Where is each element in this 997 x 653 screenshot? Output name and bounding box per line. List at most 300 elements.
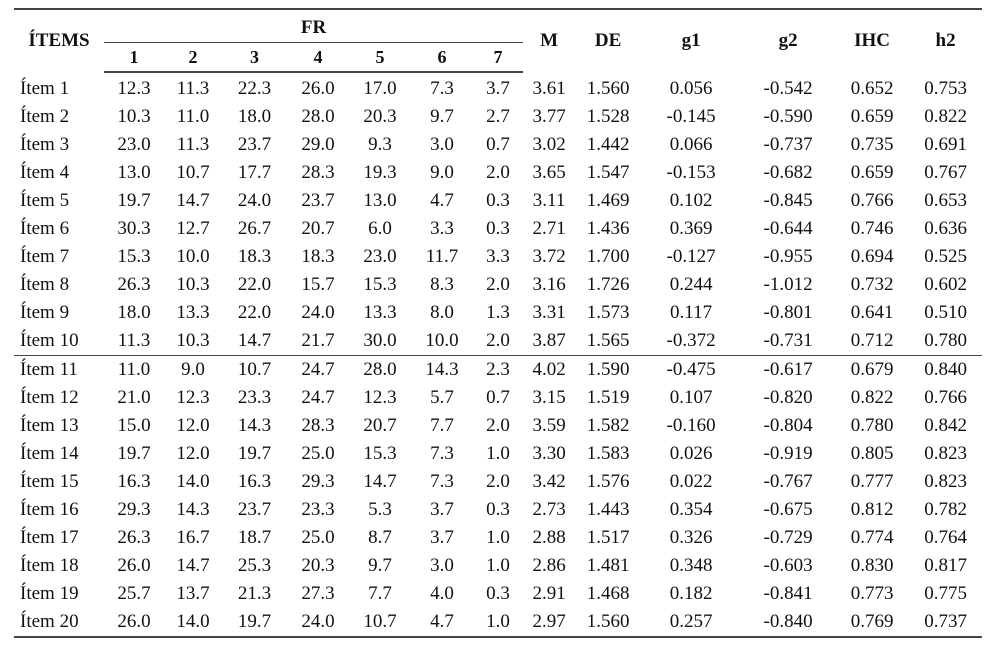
cell-m: 3.02 xyxy=(532,134,566,155)
cell-m: 3.61 xyxy=(532,77,566,99)
cell-fr-2: 16.7 xyxy=(176,527,210,548)
cell-fr-3: 19.7 xyxy=(222,608,287,637)
cell-g1: 0.056 xyxy=(669,77,713,99)
cell-fr-7: 1.0 xyxy=(486,527,510,548)
cell-ihc: 0.812 xyxy=(850,499,894,520)
cell-fr-6: 7.3 xyxy=(430,471,454,492)
cell-fr-6: 3.7 xyxy=(430,527,454,548)
cell-fr-1: 11.3 xyxy=(104,327,164,356)
cell-ihc: 0.694 xyxy=(850,246,894,267)
cell-fr-3: 23.3 xyxy=(237,387,272,408)
cell-fr-6: 10.0 xyxy=(411,327,473,356)
cell-fr-2: 13.3 xyxy=(176,302,210,323)
cell-fr-1: 26.0 xyxy=(117,555,151,576)
cell-fr-7: 2.0 xyxy=(486,274,510,295)
cell-h2: 0.525 xyxy=(924,246,967,267)
cell-de: 1.468 xyxy=(586,583,630,604)
cell-fr-4: 28.0 xyxy=(301,106,335,127)
cell-fr-2: 14.7 xyxy=(176,190,210,211)
cell-fr-1: 15.0 xyxy=(117,415,151,436)
cell-m: 2.91 xyxy=(532,583,566,604)
table-row xyxy=(14,187,982,215)
cell-fr-7: 2.0 xyxy=(486,162,510,183)
cell-fr-2: 14.3 xyxy=(176,499,210,520)
table-row xyxy=(14,131,982,159)
cell-fr-1: 30.3 xyxy=(117,218,151,239)
cell-g1: -0.372 xyxy=(641,327,741,356)
cell-fr-4: 24.7 xyxy=(301,387,335,408)
cell-g1: -0.160 xyxy=(666,415,716,436)
cell-g1: 0.026 xyxy=(669,443,713,464)
cell-de: 1.481 xyxy=(586,555,630,576)
cell-g1: 0.102 xyxy=(669,190,713,211)
cell-fr-2: 12.7 xyxy=(176,218,210,239)
cell-item: Ítem 7 xyxy=(20,246,70,267)
cell-fr-7: 0.3 xyxy=(486,583,510,604)
cell-fr-2: 13.7 xyxy=(176,583,210,604)
cell-fr-6: 8.0 xyxy=(430,302,454,323)
cell-h2: 0.775 xyxy=(924,583,967,604)
cell-fr-3: 25.3 xyxy=(237,555,272,576)
cell-g2: -0.767 xyxy=(763,471,813,492)
cell-fr-4: 24.0 xyxy=(287,608,349,637)
cell-fr-6: 7.3 xyxy=(430,443,454,464)
col-header-items: ÍTEMS xyxy=(14,9,104,72)
cell-de: 1.547 xyxy=(586,162,630,183)
cell-item: Ítem 15 xyxy=(20,471,79,492)
col-header-fr-6: 6 xyxy=(411,43,473,73)
cell-item: Ítem 16 xyxy=(20,499,79,520)
cell-ihc: 0.746 xyxy=(850,218,894,239)
cell-ihc: 0.830 xyxy=(850,555,894,576)
cell-fr-6: 3.3 xyxy=(430,218,454,239)
cell-de: 1.583 xyxy=(586,443,630,464)
cell-de: 1.517 xyxy=(586,527,630,548)
cell-fr-2: 12.0 xyxy=(176,415,210,436)
cell-g1: 0.354 xyxy=(669,499,713,520)
cell-h2: 0.817 xyxy=(924,555,967,576)
cell-fr-2: 11.3 xyxy=(176,78,210,99)
cell-fr-7: 2.3 xyxy=(473,356,523,385)
cell-fr-5: 9.7 xyxy=(368,555,392,576)
cell-de: 1.443 xyxy=(586,499,630,520)
cell-fr-3: 23.7 xyxy=(237,499,272,520)
cell-fr-2: 12.0 xyxy=(176,443,210,464)
cell-de: 1.582 xyxy=(586,415,630,436)
cell-h2: 0.840 xyxy=(909,356,982,385)
cell-h2: 0.764 xyxy=(924,527,967,548)
cell-g2: -0.590 xyxy=(763,106,813,127)
cell-ihc: 0.659 xyxy=(850,106,894,127)
cell-fr-5: 15.3 xyxy=(363,274,397,295)
cell-g1: -0.145 xyxy=(666,106,716,127)
cell-m: 2.88 xyxy=(532,527,566,548)
col-header-de: DE xyxy=(575,9,641,72)
header-row-1 xyxy=(14,9,982,43)
cell-fr-3: 22.0 xyxy=(237,302,272,323)
cell-m: 2.71 xyxy=(532,218,566,239)
cell-item: Ítem 19 xyxy=(20,583,79,604)
cell-m: 3.31 xyxy=(532,302,566,323)
cell-fr-5: 20.7 xyxy=(363,415,397,436)
cell-item: Ítem 8 xyxy=(20,274,70,295)
cell-de: 1.573 xyxy=(586,302,630,323)
cell-item: Ítem 9 xyxy=(20,302,70,323)
cell-fr-3: 16.3 xyxy=(237,471,272,492)
cell-fr-1: 26.3 xyxy=(117,527,151,548)
cell-de: 1.528 xyxy=(586,106,630,127)
cell-fr-6: 4.0 xyxy=(430,583,454,604)
cell-g2: -0.840 xyxy=(741,608,835,637)
cell-h2: 0.780 xyxy=(909,327,982,356)
cell-ihc: 0.780 xyxy=(850,415,894,436)
cell-de: 1.519 xyxy=(586,387,630,408)
col-header-fr-5: 5 xyxy=(349,43,411,73)
cell-h2: 0.691 xyxy=(924,134,967,155)
col-header-fr-7: 7 xyxy=(473,43,523,73)
cell-fr-7: 0.3 xyxy=(486,499,510,520)
cell-g1: 0.257 xyxy=(641,608,741,637)
cell-item: Ítem 12 xyxy=(20,387,79,408)
cell-de: 1.442 xyxy=(586,134,630,155)
cell-fr-3: 18.3 xyxy=(237,246,272,267)
cell-fr-5: 6.0 xyxy=(368,218,392,239)
cell-fr-5: 17.0 xyxy=(363,78,397,99)
cell-fr-1: 25.7 xyxy=(117,583,151,604)
cell-m: 3.15 xyxy=(532,387,566,408)
table-row xyxy=(14,72,982,103)
cell-g1: -0.127 xyxy=(666,246,716,267)
cell-h2: 0.510 xyxy=(924,302,967,323)
col-header-fr-4: 4 xyxy=(287,43,349,73)
cell-fr-7: 2.0 xyxy=(486,415,510,436)
cell-fr-5: 12.3 xyxy=(363,387,397,408)
cell-fr-5: 14.7 xyxy=(363,471,397,492)
cell-fr-1: 26.3 xyxy=(117,274,151,295)
cell-fr-4: 26.0 xyxy=(301,78,335,99)
cell-ihc: 0.773 xyxy=(850,583,894,604)
col-header-ihc: IHC xyxy=(835,9,909,72)
cell-fr-4: 18.3 xyxy=(301,246,335,267)
cell-m: 3.65 xyxy=(532,162,566,183)
cell-fr-3: 21.3 xyxy=(237,583,272,604)
cell-m: 2.73 xyxy=(532,499,566,520)
col-header-g2: g2 xyxy=(741,9,835,72)
cell-g1: -0.475 xyxy=(641,356,741,385)
cell-g2: -0.644 xyxy=(763,218,813,239)
cell-fr-6: 5.7 xyxy=(430,387,454,408)
col-header-fr-2: 2 xyxy=(164,43,222,73)
cell-fr-5: 23.0 xyxy=(363,246,397,267)
cell-fr-3: 17.7 xyxy=(237,162,272,183)
cell-ihc: 0.679 xyxy=(835,356,909,385)
cell-g2: -0.682 xyxy=(763,162,813,183)
cell-fr-4: 23.7 xyxy=(301,190,335,211)
cell-fr-3: 18.0 xyxy=(237,106,272,127)
cell-de: 1.565 xyxy=(575,327,641,356)
table-row xyxy=(14,243,982,271)
cell-g1: 0.244 xyxy=(669,274,713,295)
cell-ihc: 0.822 xyxy=(850,387,894,408)
cell-h2: 0.602 xyxy=(924,274,967,295)
cell-fr-2: 11.0 xyxy=(176,106,210,127)
item-statistics-table xyxy=(14,8,982,638)
cell-fr-4: 20.3 xyxy=(301,555,335,576)
cell-g2: -0.804 xyxy=(763,415,813,436)
cell-fr-4: 27.3 xyxy=(301,583,335,604)
cell-fr-4: 20.7 xyxy=(301,218,335,239)
cell-fr-7: 1.3 xyxy=(486,302,510,323)
cell-item: Ítem 6 xyxy=(20,218,70,239)
cell-ihc: 0.769 xyxy=(835,608,909,637)
cell-fr-1: 19.7 xyxy=(117,190,151,211)
cell-g2: -0.675 xyxy=(763,499,813,520)
cell-item: Ítem 20 xyxy=(14,608,104,637)
cell-fr-4: 29.0 xyxy=(301,134,335,155)
cell-h2: 0.842 xyxy=(924,415,967,436)
cell-fr-7: 2.0 xyxy=(486,471,510,492)
cell-m: 3.42 xyxy=(532,471,566,492)
cell-g2: -0.955 xyxy=(763,246,813,267)
cell-g2: -0.841 xyxy=(763,583,813,604)
cell-fr-1: 16.3 xyxy=(117,471,151,492)
cell-h2: 0.767 xyxy=(924,162,967,183)
cell-ihc: 0.805 xyxy=(850,443,894,464)
cell-fr-6: 4.7 xyxy=(430,190,454,211)
cell-ihc: 0.732 xyxy=(850,274,894,295)
cell-fr-5: 20.3 xyxy=(363,106,397,127)
cell-fr-6: 8.3 xyxy=(430,274,454,295)
cell-m: 4.02 xyxy=(523,356,575,385)
col-header-fr-1: 1 xyxy=(104,43,164,73)
cell-fr-1: 18.0 xyxy=(117,302,151,323)
cell-ihc: 0.735 xyxy=(850,134,894,155)
cell-m: 2.86 xyxy=(532,555,566,576)
cell-g1: 0.107 xyxy=(669,387,713,408)
cell-fr-3: 24.0 xyxy=(237,190,272,211)
cell-de: 1.576 xyxy=(586,471,630,492)
cell-ihc: 0.712 xyxy=(835,327,909,356)
cell-m: 3.30 xyxy=(532,443,566,464)
cell-g1: -0.153 xyxy=(666,162,716,183)
cell-g1: 0.348 xyxy=(669,555,713,576)
cell-h2: 0.653 xyxy=(924,190,967,211)
cell-fr-5: 5.3 xyxy=(368,499,392,520)
cell-fr-6: 14.3 xyxy=(411,356,473,385)
cell-fr-1: 21.0 xyxy=(117,387,151,408)
cell-fr-3: 22.0 xyxy=(237,274,272,295)
table-row xyxy=(14,552,982,580)
cell-fr-3: 14.7 xyxy=(222,327,287,356)
cell-fr-1: 13.0 xyxy=(117,162,151,183)
cell-fr-3: 10.7 xyxy=(222,356,287,385)
cell-m: 3.87 xyxy=(523,327,575,356)
cell-h2: 0.823 xyxy=(924,443,967,464)
cell-item: Ítem 4 xyxy=(20,162,70,183)
cell-fr-2: 10.0 xyxy=(176,246,210,267)
cell-h2: 0.766 xyxy=(924,387,967,408)
cell-m: 3.72 xyxy=(532,246,566,267)
cell-fr-1: 23.0 xyxy=(117,134,151,155)
table-row xyxy=(14,440,982,468)
cell-h2: 0.737 xyxy=(909,608,982,637)
cell-fr-2: 10.3 xyxy=(164,327,222,356)
cell-g1: 0.022 xyxy=(669,471,713,492)
cell-de: 1.436 xyxy=(586,218,630,239)
cell-g2: -0.820 xyxy=(763,387,813,408)
cell-fr-3: 18.7 xyxy=(237,527,272,548)
cell-g1: 0.117 xyxy=(670,302,713,323)
cell-g2: -0.731 xyxy=(741,327,835,356)
table-row xyxy=(14,215,982,243)
table-row xyxy=(14,327,982,356)
cell-fr-7: 3.7 xyxy=(486,78,510,99)
cell-h2: 0.822 xyxy=(924,106,967,127)
cell-fr-7: 0.7 xyxy=(486,134,510,155)
cell-fr-6: 9.7 xyxy=(430,106,454,127)
cell-m: 3.11 xyxy=(532,190,566,211)
cell-fr-6: 11.7 xyxy=(425,246,459,267)
cell-item: Ítem 14 xyxy=(20,443,79,464)
table-header xyxy=(14,9,982,72)
cell-fr-5: 10.7 xyxy=(349,608,411,637)
cell-fr-4: 24.0 xyxy=(301,302,335,323)
cell-fr-3: 14.3 xyxy=(237,415,272,436)
cell-ihc: 0.777 xyxy=(850,471,894,492)
cell-ihc: 0.659 xyxy=(850,162,894,183)
cell-item: Ítem 11 xyxy=(14,356,104,385)
cell-fr-5: 30.0 xyxy=(349,327,411,356)
cell-fr-5: 19.3 xyxy=(363,162,397,183)
cell-h2: 0.782 xyxy=(924,499,967,520)
cell-de: 1.560 xyxy=(575,608,641,637)
cell-fr-5: 15.3 xyxy=(363,443,397,464)
cell-g2: -0.603 xyxy=(763,555,813,576)
table-row xyxy=(14,271,982,299)
cell-h2: 0.753 xyxy=(924,77,967,99)
cell-fr-5: 7.7 xyxy=(368,583,392,604)
cell-item: Ítem 3 xyxy=(20,134,70,155)
cell-fr-1: 19.7 xyxy=(117,443,151,464)
cell-fr-7: 2.0 xyxy=(473,327,523,356)
cell-g2: -0.617 xyxy=(741,356,835,385)
cell-h2: 0.636 xyxy=(924,218,967,239)
cell-fr-1: 26.0 xyxy=(104,608,164,637)
cell-fr-7: 0.3 xyxy=(486,190,510,211)
cell-fr-7: 3.3 xyxy=(486,246,510,267)
cell-g2: -0.729 xyxy=(763,527,813,548)
cell-fr-3: 26.7 xyxy=(237,218,272,239)
col-header-fr-group: FR xyxy=(104,9,523,43)
cell-g2: -0.737 xyxy=(763,134,813,155)
statistics-table-container xyxy=(14,8,982,638)
cell-fr-4: 15.7 xyxy=(301,274,335,295)
cell-de: 1.700 xyxy=(586,246,630,267)
cell-fr-1: 11.0 xyxy=(104,356,164,385)
col-header-fr-3: 3 xyxy=(222,43,287,73)
cell-ihc: 0.652 xyxy=(850,77,894,99)
cell-fr-4: 29.3 xyxy=(301,471,335,492)
cell-fr-4: 25.0 xyxy=(301,443,335,464)
cell-m: 3.16 xyxy=(532,274,566,295)
cell-fr-6: 3.7 xyxy=(430,499,454,520)
cell-fr-5: 28.0 xyxy=(349,356,411,385)
cell-fr-6: 3.0 xyxy=(430,134,454,155)
cell-fr-7: 2.7 xyxy=(486,106,510,127)
cell-fr-1: 12.3 xyxy=(117,78,151,99)
cell-g2: -0.542 xyxy=(763,77,813,99)
cell-fr-4: 28.3 xyxy=(301,162,335,183)
col-header-m: M xyxy=(523,9,575,72)
table-body xyxy=(14,72,982,637)
cell-ihc: 0.774 xyxy=(850,527,894,548)
cell-fr-1: 29.3 xyxy=(117,499,151,520)
cell-de: 1.469 xyxy=(586,190,630,211)
cell-fr-2: 12.3 xyxy=(176,387,210,408)
table-row xyxy=(14,524,982,552)
table-row xyxy=(14,159,982,187)
cell-fr-7: 1.0 xyxy=(486,555,510,576)
cell-ihc: 0.641 xyxy=(850,302,894,323)
cell-g2: -1.012 xyxy=(763,274,813,295)
cell-m: 3.77 xyxy=(532,106,566,127)
cell-g1: 0.326 xyxy=(669,527,713,548)
table-row xyxy=(14,468,982,496)
cell-g1: 0.369 xyxy=(669,218,713,239)
table-row xyxy=(14,608,982,637)
cell-fr-2: 14.0 xyxy=(164,608,222,637)
col-header-g1: g1 xyxy=(641,9,741,72)
table-row xyxy=(14,103,982,131)
cell-fr-4: 21.7 xyxy=(287,327,349,356)
cell-item: Ítem 10 xyxy=(14,327,104,356)
cell-fr-2: 10.7 xyxy=(176,162,210,183)
cell-g2: -0.801 xyxy=(763,302,813,323)
cell-fr-6: 9.0 xyxy=(430,162,454,183)
cell-de: 1.590 xyxy=(575,356,641,385)
cell-fr-2: 9.0 xyxy=(164,356,222,385)
col-header-h2: h2 xyxy=(909,9,982,72)
cell-fr-4: 28.3 xyxy=(301,415,335,436)
cell-fr-1: 10.3 xyxy=(117,106,151,127)
cell-fr-4: 23.3 xyxy=(301,499,335,520)
cell-g2: -0.919 xyxy=(763,443,813,464)
cell-fr-7: 0.3 xyxy=(486,218,510,239)
cell-fr-7: 1.0 xyxy=(473,608,523,637)
cell-item: Ítem 18 xyxy=(20,555,79,576)
cell-ihc: 0.766 xyxy=(850,190,894,211)
cell-fr-6: 7.7 xyxy=(430,415,454,436)
cell-g1: 0.066 xyxy=(669,134,713,155)
cell-fr-2: 11.3 xyxy=(176,134,210,155)
cell-item: Ítem 1 xyxy=(20,77,70,99)
cell-fr-7: 0.7 xyxy=(486,387,510,408)
cell-fr-6: 4.7 xyxy=(411,608,473,637)
cell-fr-3: 19.7 xyxy=(237,443,272,464)
cell-de: 1.726 xyxy=(586,274,630,295)
cell-m: 2.97 xyxy=(523,608,575,637)
cell-fr-6: 7.3 xyxy=(430,78,454,99)
table-row xyxy=(14,412,982,440)
table-row xyxy=(14,356,982,385)
table-row xyxy=(14,496,982,524)
cell-fr-5: 8.7 xyxy=(368,527,392,548)
cell-de: 1.560 xyxy=(586,77,630,99)
cell-fr-3: 23.7 xyxy=(237,134,272,155)
cell-fr-2: 14.0 xyxy=(176,471,210,492)
cell-fr-5: 9.3 xyxy=(368,134,392,155)
cell-fr-3: 22.3 xyxy=(237,78,272,99)
